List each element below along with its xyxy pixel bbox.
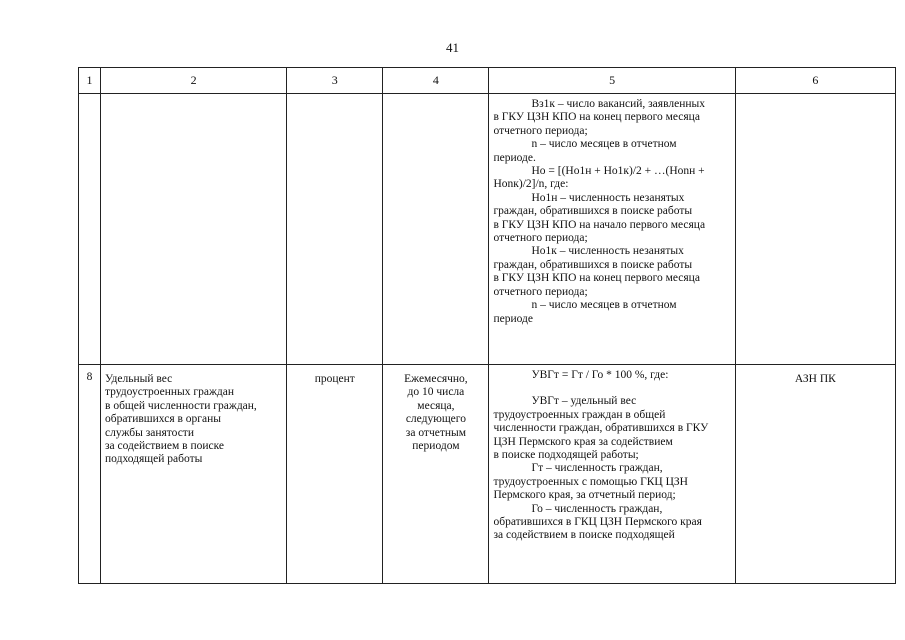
header-cell: 6 bbox=[735, 68, 895, 94]
formula-line: в ГКУ ЦЗН КПО на начало первого месяца bbox=[493, 218, 706, 231]
indicator-table bbox=[78, 67, 896, 584]
formula-cell bbox=[489, 94, 735, 365]
formula-line: n – число месяцев в отчетном bbox=[531, 299, 677, 312]
formula-line: Вз1к – число вакансий, заявленных bbox=[531, 98, 705, 110]
formula-line: граждан, обратившихся в поиске работы bbox=[493, 258, 693, 271]
table-row bbox=[79, 94, 896, 365]
formula-line: трудоустроенных с помощью ГКЦ ЦЗН bbox=[493, 475, 688, 488]
formula-line: Но = [(Но1н + Но1к)/2 + …(Ноnн + bbox=[531, 165, 705, 178]
formula-cell bbox=[489, 365, 735, 584]
row-number-cell bbox=[79, 94, 101, 365]
indicator-name-cell bbox=[101, 365, 287, 584]
formula-line: Ноnк)/2]/n, где: bbox=[493, 178, 569, 191]
unit-cell bbox=[287, 94, 383, 365]
formula-line: Но1н – численность незанятых bbox=[531, 191, 685, 204]
formula-line: n – число месяцев в отчетном bbox=[531, 138, 677, 151]
formula-line: обратившихся в ГКЦ ЦЗН Пермского края bbox=[493, 516, 702, 529]
formula-line: Но1к – численность незанятых bbox=[531, 245, 684, 258]
indicator-name-line: Удельный вес bbox=[105, 373, 173, 385]
indicator-name-line: трудоустроенных граждан bbox=[105, 386, 235, 399]
formula-line: в ГКУ ЦЗН КПО на конец первого месяца bbox=[493, 111, 700, 124]
header-cell: 1 bbox=[79, 68, 101, 94]
indicator-name-line: обратившихся в органы bbox=[105, 413, 221, 426]
formula-line: УВГт = Гт / Го * 100 %, где: bbox=[531, 369, 669, 381]
frequency-line: следующего bbox=[405, 413, 466, 426]
header-cell: 2 bbox=[101, 68, 287, 94]
table-header-row bbox=[79, 68, 896, 94]
header-cell: 5 bbox=[489, 68, 735, 94]
formula-line: в ГКУ ЦЗН КПО на конец первого месяца bbox=[493, 272, 700, 285]
indicator-name-line: службы занятости bbox=[105, 426, 194, 439]
source-cell bbox=[735, 94, 895, 365]
formula-line: численности граждан, обратившихся в ГКУ bbox=[493, 422, 709, 435]
formula-line: отчетного периода; bbox=[493, 285, 588, 298]
formula-line: граждан, обратившихся в поиске работы bbox=[493, 205, 693, 218]
formula-line: Го – численность граждан, bbox=[531, 502, 663, 515]
formula-line: Гт – численность граждан, bbox=[531, 462, 663, 475]
page-number: 41 bbox=[446, 40, 459, 55]
frequency-line: периодом bbox=[412, 440, 460, 453]
formula-line: Пермского края, за отчетный период; bbox=[493, 489, 676, 502]
indicator-name-line: подходящей работы bbox=[105, 453, 203, 466]
row-number-cell: 8 bbox=[79, 365, 101, 584]
frequency-cell bbox=[383, 94, 489, 365]
formula-line: в поиске подходящей работы; bbox=[493, 449, 639, 462]
indicator-name-line: в общей численности граждан, bbox=[105, 399, 257, 412]
frequency-line: Ежемесячно, bbox=[404, 373, 468, 385]
formula-line: отчетного периода; bbox=[493, 232, 588, 245]
header-cell: 3 bbox=[287, 68, 383, 94]
formula-line: трудоустроенных граждан в общей bbox=[493, 408, 666, 421]
table-row bbox=[79, 365, 896, 584]
frequency-line: месяца, bbox=[417, 399, 455, 412]
unit-cell: процент bbox=[287, 365, 383, 584]
frequency-line: за отчетным bbox=[405, 426, 467, 439]
header-cell: 4 bbox=[383, 68, 489, 94]
formula-line: отчетного периода; bbox=[493, 124, 588, 137]
formula-line: ЦЗН Пермского края за содействием bbox=[493, 435, 673, 448]
formula-line: периоде bbox=[493, 312, 534, 325]
source-cell: АЗН ПК bbox=[735, 365, 895, 584]
frequency-line: до 10 числа bbox=[407, 386, 465, 399]
formula-line: УВГт – удельный вес bbox=[531, 395, 637, 408]
frequency-cell bbox=[383, 365, 489, 584]
indicator-name-cell bbox=[101, 94, 287, 365]
indicator-name-line: за содействием в поиске bbox=[105, 440, 225, 453]
formula-line: периоде. bbox=[493, 151, 536, 164]
formula-line: за содействием в поиске подходящей bbox=[493, 529, 675, 542]
